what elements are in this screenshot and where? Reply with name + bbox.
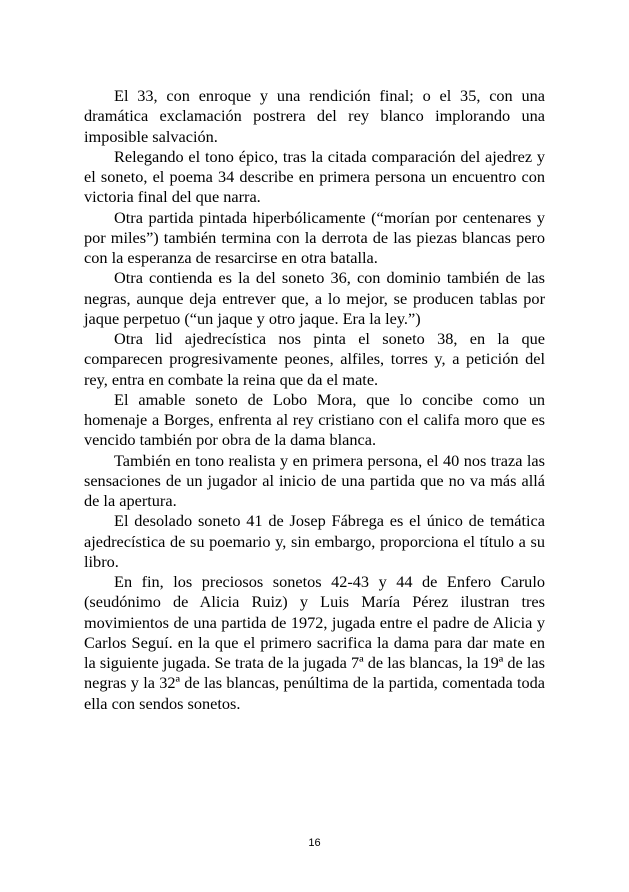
document-body bbox=[84, 86, 545, 714]
paragraph-6: El amable soneto de Lobo Mora, que lo concibe como un homenaje a Borges, enfrenta al rey cristiano con el califa moro que es vencido también por obra de la dama blanca. bbox=[84, 389, 545, 450]
paragraph-1: El 33, con enroque y una rendición final; o el 35, con una dramática exclamación postrera del rey blanco implorando una imposible salvación. bbox=[84, 86, 545, 146]
paragraph-7: También en tono realista y en primera persona, el 40 nos traza las sensaciones de un jugador al inicio de una partida que no va más allá de la apertura. bbox=[84, 450, 545, 510]
paragraph-8: El desolado soneto 41 de Josep Fábrega es el único de temática ajedrecística de su poemario y, sin embargo, proporciona el título a su libro. bbox=[84, 511, 545, 571]
paragraph-2: Relegando el tono épico, tras la citada comparación del ajedrez y el soneto, el poema 34 describe en primera persona un encuentro con victoria final del que narra. bbox=[84, 146, 545, 207]
page-number: 16 bbox=[308, 837, 321, 849]
paragraph-3: Otra partida pintada hiperbólicamente (“morían por centenares y por miles”) también termina con la derrota de las piezas blancas pero con la esperanza de resarcirse en otra batalla. bbox=[84, 207, 545, 267]
paragraph-9: En fin, los preciosos sonetos 42-43 y 44 de Enfero Carulo (seudónimo de Alicia Ruiz) y Luis María Pérez ilustran tres movimientos de una partida de 1972, jugada entre el padre de Alicia y Carlos Seguí. en la que el primero sacrifica la dama para dar mate en la siguiente jugada. Se trata de la jugada 7ª de las blancas, la 19ª de las negras y la 32ª de las blancas, penúltima de la partida, comentada toda ella con sendos sonetos. bbox=[84, 572, 545, 713]
paragraph-5: Otra lid ajedrecística nos pinta el soneto 38, en la que comparecen progresivamente peones, alfiles, torres y, a petición del rey, entra en combate la reina que da el mate. bbox=[84, 329, 545, 389]
paragraph-4: Otra contienda es la del soneto 36, con dominio también de las negras, aunque deja entrever que, a lo mejor, se producen tablas por jaque perpetuo (“un jaque y otro jaque. Era la ley.”) bbox=[84, 268, 545, 328]
